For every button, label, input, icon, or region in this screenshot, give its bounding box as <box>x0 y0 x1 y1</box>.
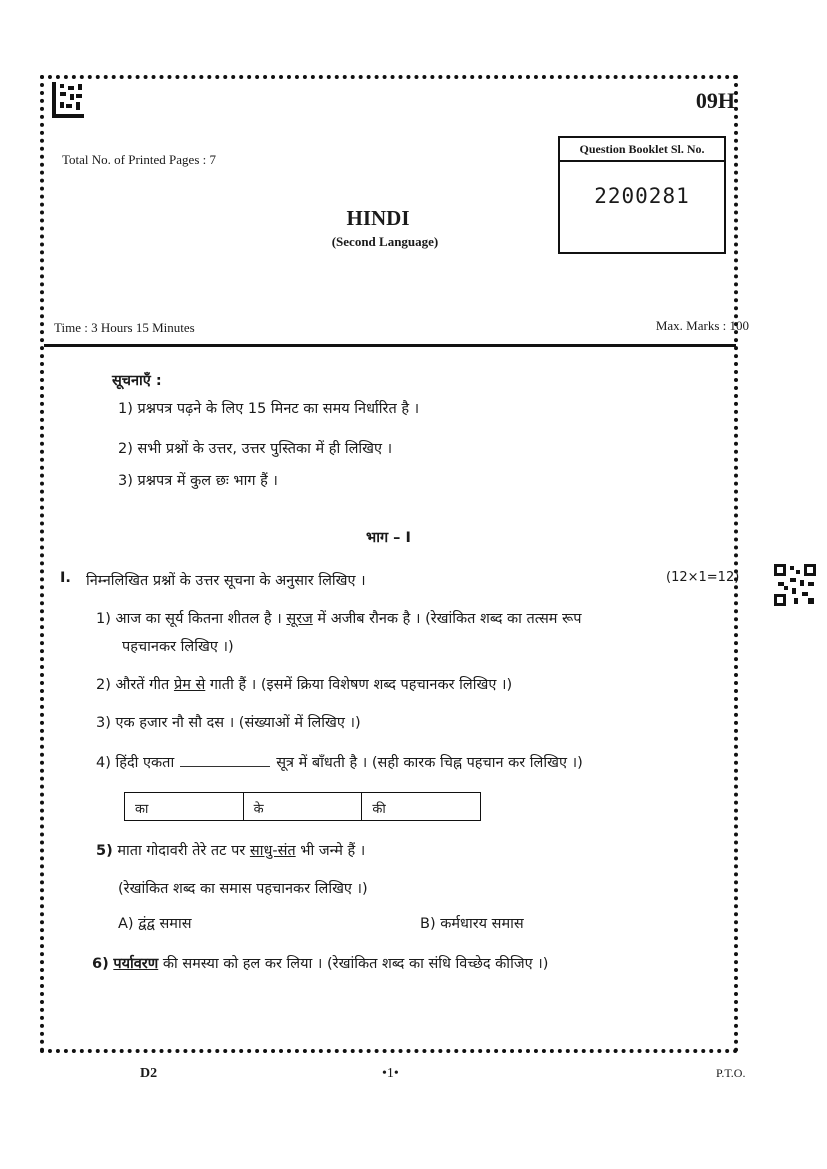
sub-question-5-cont: (रेखांकित शब्द का समास पहचानकर लिखिए ।) <box>118 881 368 897</box>
karak-option: के <box>244 793 363 820</box>
underlined-word: प्रेम से <box>173 677 206 693</box>
sub-question-number: 4) <box>96 755 111 771</box>
printed-pages-note: Total No. of Printed Pages : 7 <box>62 152 216 167</box>
question-text: औरतें गीत <box>115 677 174 693</box>
datamatrix-code-icon <box>50 80 86 120</box>
sub-question-6 <box>92 953 548 973</box>
sub-question-2 <box>96 674 512 694</box>
footer-code: D2 <box>140 1066 158 1081</box>
karak-options-table <box>124 792 481 821</box>
instruction-item: 3) प्रश्नपत्र में कुल छः भाग हैं । <box>118 473 278 489</box>
pto-note: P.T.O. <box>716 1066 746 1080</box>
question-text: आज का सूर्य कितना शीतल है । <box>115 611 287 627</box>
question-text: एक हजार नौ सौ दस । (संख्याओं में लिखिए ।) <box>115 715 361 731</box>
question-text: हिंदी एकता <box>115 755 175 771</box>
sub-question-3 <box>96 712 361 732</box>
sub-question-number: 3) <box>96 715 111 731</box>
sub-question-4 <box>96 752 583 772</box>
question-instruction: निम्नलिखित प्रश्नों के उत्तर सूचना के अनुसार लिखिए । <box>86 573 366 589</box>
sub-question-number: 2) <box>96 677 111 693</box>
exam-time: Time : 3 Hours 15 Minutes <box>54 320 195 335</box>
page-number: •1• <box>382 1066 399 1081</box>
question-text: में अजीब रौनक है । (रेखांकित शब्द का तत्सम रूप <box>312 611 582 627</box>
question-text: गाती हैं । (इसमें क्रिया विशेषण शब्द पहचानकर लिखिए ।) <box>205 677 513 693</box>
answer-blank <box>180 766 270 767</box>
instructions-heading: सूचनाएँ : <box>112 373 162 389</box>
question-text: की समस्या को हल कर लिया । (रेखांकित शब्द का संधि विच्छेद कीजिए ।) <box>158 956 549 972</box>
instruction-item: 2) सभी प्रश्नों के उत्तर, उत्तर पुस्तिका में ही लिखिए । <box>118 441 393 457</box>
instruction-item: 1) प्रश्नपत्र पढ़ने के लिए 15 मिनट का समय निर्धारित है । <box>118 401 420 417</box>
qr-code-icon <box>774 564 816 606</box>
underlined-word: पर्यावरण <box>113 956 159 972</box>
karak-option: की <box>372 802 386 817</box>
underlined-word: सूरज <box>286 611 313 627</box>
question-text: माता गोदावरी तेरे तट पर <box>117 843 250 859</box>
option-b: B) कर्मधारय समास <box>420 916 524 932</box>
sub-question-1 <box>96 608 582 628</box>
sub-question-number: 1) <box>96 611 111 627</box>
sub-question-5 <box>96 840 365 860</box>
subject-subtitle: (Second Language) <box>331 234 439 249</box>
booklet-serial-label: Question Booklet Sl. No. <box>560 138 724 162</box>
question-number: I. <box>60 570 71 586</box>
sub-question-1-cont: पहचानकर लिखिए ।) <box>122 639 234 655</box>
paper-code: 09H <box>695 88 735 113</box>
question-text: भी जन्मे हैं । <box>295 843 366 859</box>
karak-option: का <box>125 793 244 820</box>
subject-title: HINDI <box>346 206 410 230</box>
underlined-word: साधु-संत <box>249 843 296 859</box>
booklet-serial-number: 2200281 <box>594 184 690 208</box>
section-heading: भाग – I <box>366 530 411 546</box>
sub-question-number: 6) <box>92 956 109 972</box>
question-marks: (12×1=12) <box>666 570 740 585</box>
max-marks: Max. Marks : 100 <box>655 318 749 333</box>
header-divider <box>44 344 736 347</box>
option-a: A) द्वंद्व समास <box>118 916 192 932</box>
question-text: सूत्र में बाँधती है । (सही कारक चिह्न पहचान कर लिखिए ।) <box>276 755 583 771</box>
sub-question-number: 5) <box>96 843 113 859</box>
